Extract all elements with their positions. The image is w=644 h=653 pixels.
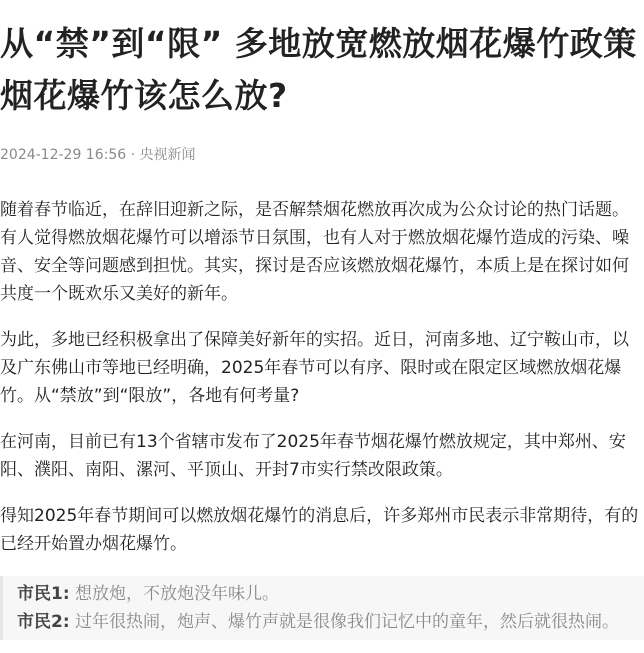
paragraph-line: 为此，多地已经积极拿出了保障美好新年的实招。近日，河南多地、辽宁鞍山市，以 [0,330,629,350]
paragraph-line: 音、安全等问题感到担忧。其实，探讨是否应该燃放烟花爆竹，本质上是在探讨如何 [0,256,629,276]
paragraph [0,428,644,484]
paragraph-line: 随着春节临近，在辞旧迎新之际，是否解禁烟花燃放再次成为公众讨论的热门话题。 [0,200,629,220]
quote-text: 过年很热闹，炮声、爆竹声就是很像我们记忆中的童年，然后就很热闹。 [75,612,620,632]
quote-line [17,608,644,636]
paragraph [0,502,644,558]
article-body [0,196,644,640]
paragraph [0,326,644,410]
paragraph-line: 共度一个既欢乐又美好的新年。 [0,284,238,304]
quote-text: 想放炮，不放炮没年味儿。 [75,584,280,604]
paragraph-line: 竹。从“禁放”到“限放”，各地有何考量? [0,386,300,406]
article-meta: 2024-12-29 16:56 · 央视新闻 [0,147,196,163]
article-title [0,0,644,122]
paragraph-line: 及广东佛山市等地已经明确，2025年春节可以有序、限时或在限定区域燃放烟花爆 [0,358,622,378]
paragraph [0,196,644,308]
paragraph-line: 阳、濮阳、南阳、漯河、平顶山、开封7市实行禁改限政策。 [0,460,453,480]
paragraph-line: 在河南，目前已有13个省辖市发布了2025年春节烟花爆竹燃放规定，其中郑州、安 [0,432,626,452]
quote-speaker: 市民2: [17,612,70,632]
article-title-line: 从“禁”到“限” 多地放宽燃放烟花爆竹政策 [0,24,637,63]
paragraph-line: 有人觉得燃放烟花爆竹可以增添节日氛围，也有人对于燃放烟花爆竹造成的污染、噪 [0,228,629,248]
paragraph-line: 得知2025年春节期间可以燃放烟花爆竹的消息后，许多郑州市民表示非常期待，有的 [0,506,639,526]
quote-line [17,580,644,608]
quote-block [0,576,644,640]
quote-speaker: 市民1: [17,584,70,604]
article-title-line: 烟花爆竹该怎么放? [0,76,288,115]
paragraph-line: 已经开始置办烟花爆竹。 [0,534,187,554]
